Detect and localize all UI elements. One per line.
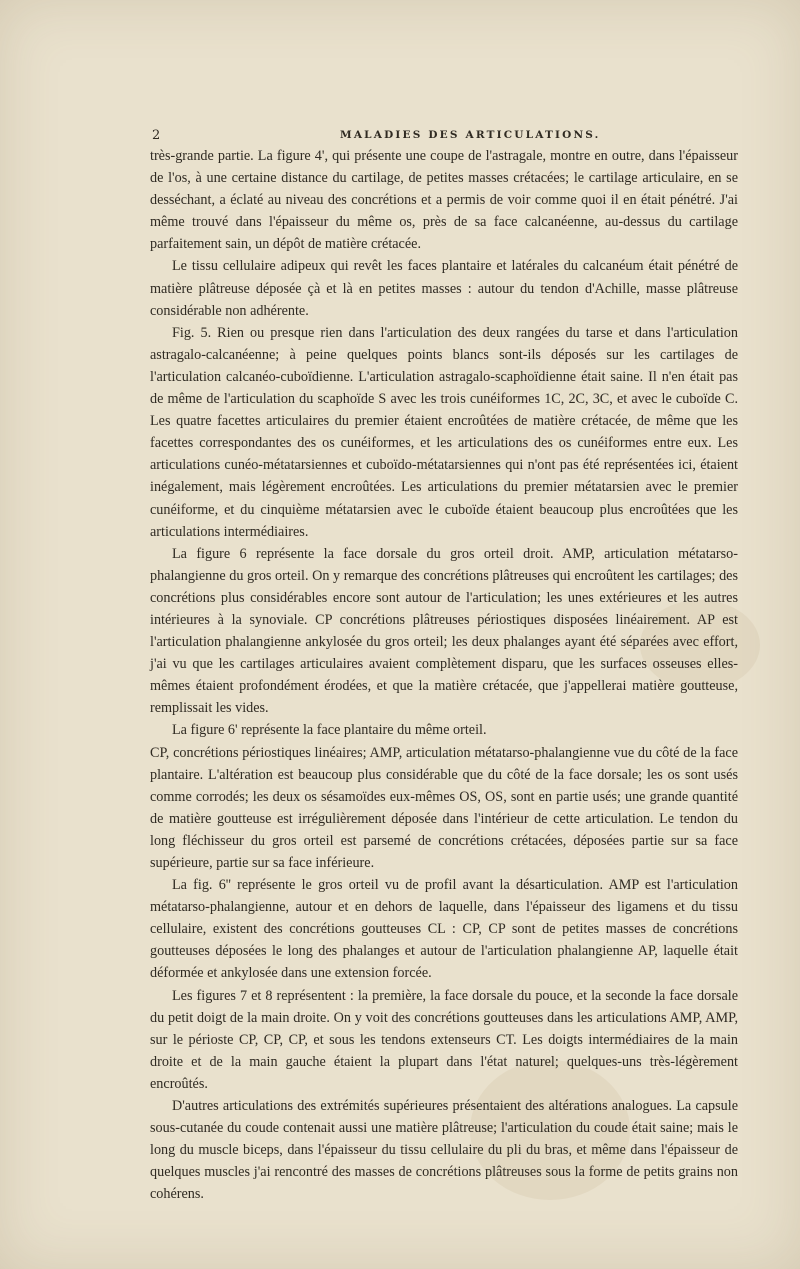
paragraph: La figure 6 représente la face dorsale du gros orteil droit. AMP, articulation métatarso-phalangienne du gros orteil. On y remarque des concrétions plâtreuses qui encroûtent les cartilages; des concrétions plus considérables encore sont autour de l'articulation; les unes extérieures et les autres intérieures à la synoviale. CP concrétions plâtreuses périostiques disposées linéairement. AP est l'articulation phalangienne ankylosée du gros orteil; les deux phalanges ayant été séparées avec effort, j'ai vu que les cartilages articulaires avaient complètement disparu, que les surfaces osseuses elles-mêmes étaient profondément érodées, et que la matière crétacée, que j'appellerai matière goutteuse, remplissait les vides.	[150, 545, 738, 717]
running-head: MALADIES DES ARTICULATIONS.	[340, 129, 601, 141]
body-text	[150, 145, 738, 1206]
paragraph: Les figures 7 et 8 représentent : la première, la face dorsale du pouce, et la seconde la face dorsale du petit doigt de la main droite. On y voit des concrétions goutteuses dans les articulations AMP, AMP, sur le périoste CP, CP, CP, et sous les tendons extenseurs CT. Les doigts intermédiaires de la main droite et de la main gauche étaient la plupart dans l'état naturel; quelques-uns très-légèrement encroûtés.	[150, 987, 738, 1092]
page-number: 2	[152, 128, 161, 143]
paragraph: Fig. 5. Rien ou presque rien dans l'articulation des deux rangées du tarse et dans l'articulation astragalo-calcanéenne; à peine quelques points blancs sont-ils déposés sur les cartilages de l'articulation calcanéo-cuboïdienne. L'articulation astragalo-scaphoïdienne était saine. Il n'en était pas de même de l'articulation du scaphoïde S avec les trois cunéiformes 1C, 2C, 3C, et avec le cuboïde C. Les quatre facettes articulaires du premier étaient encroûtées de matière crétacée, de même que les facettes correspondantes des os cunéiformes, et les articulations des os cunéiformes entre eux. Les articulations cunéo-métatarsiennes et cuboïdo-métatarsiennes qui n'ont pas été représentées ici, étaient inégalement, mais légèrement encroûtées. Les articulations du premier métatarsien avec le premier cunéiforme, et du cinquième métatarsien avec le cuboïde étaient beaucoup plus encroûtées que les articulations intermédiaires.	[150, 324, 738, 540]
paragraph: La fig. 6'' représente le gros orteil vu de profil avant la désarticulation. AMP est l'articulation métatarso-phalangienne, autour et en dehors de laquelle, dans l'épaisseur des ligamens et du tissu cellulaire, existent des concrétions goutteuses CL : CP, CP sont de petites masses de concrétions goutteuses déposées le long des phalanges et autour de l'articulation phalangienne AP, laquelle était déformée et ankylosée dans une extension forcée.	[150, 877, 738, 982]
paragraph: très-grande partie. La figure 4', qui présente une coupe de l'astragale, montre en outre, dans l'épaisseur de l'os, à une certaine distance du cartilage, de petites masses crétacées; le cartilage articulaire, en se desséchant, a éclaté au niveau des concrétions et a permis de voir comme quoi il en était pénétré. J'ai même trouvé dans l'épaisseur du même os, près de sa face calcanéenne, au-dessus du cartilage parfaitement sain, un dépôt de matière crétacée.	[150, 148, 738, 253]
paragraph: La figure 6' représente la face plantaire du même orteil.	[172, 722, 487, 739]
paragraph: Le tissu cellulaire adipeux qui revêt les faces plantaire et latérales du calcanéum était pénétré de matière plâtreuse déposée çà et là en petites masses : autour du tendon d'Achille, masse plâtreuse considérable non adhérente.	[150, 258, 738, 319]
paragraph: D'autres articulations des extrémités supérieures présentaient des altérations analogues. La capsule sous-cutanée du coude contenait aussi une matière plâtreuse; l'articulation du coude était saine; mais le long du muscle biceps, dans l'épaisseur du tissu cellulaire du pli du bras, et même dans l'épaisseur de quelques muscles j'ai rencontré des masses de concrétions plâtreuses sous la forme de petits grains non cohérens.	[150, 1098, 738, 1203]
paragraph: CP, concrétions périostiques linéaires; AMP, articulation métatarso-phalangienne vue du côté de la face plantaire. L'altération est beaucoup plus considérable que du côté de la face dorsale; les os sont usés comme corrodés; les deux os sésamoïdes eux-mêmes OS, OS, sont en partie usés; une grande quantité de matière goutteuse est irrégulièrement déposée dans l'intérieur de cette articulation. Le tendon du long fléchisseur du gros orteil est parsemé de concrétions crétacées, déposées partie sur sa face supérieure, partie sur sa face inférieure.	[150, 744, 738, 871]
